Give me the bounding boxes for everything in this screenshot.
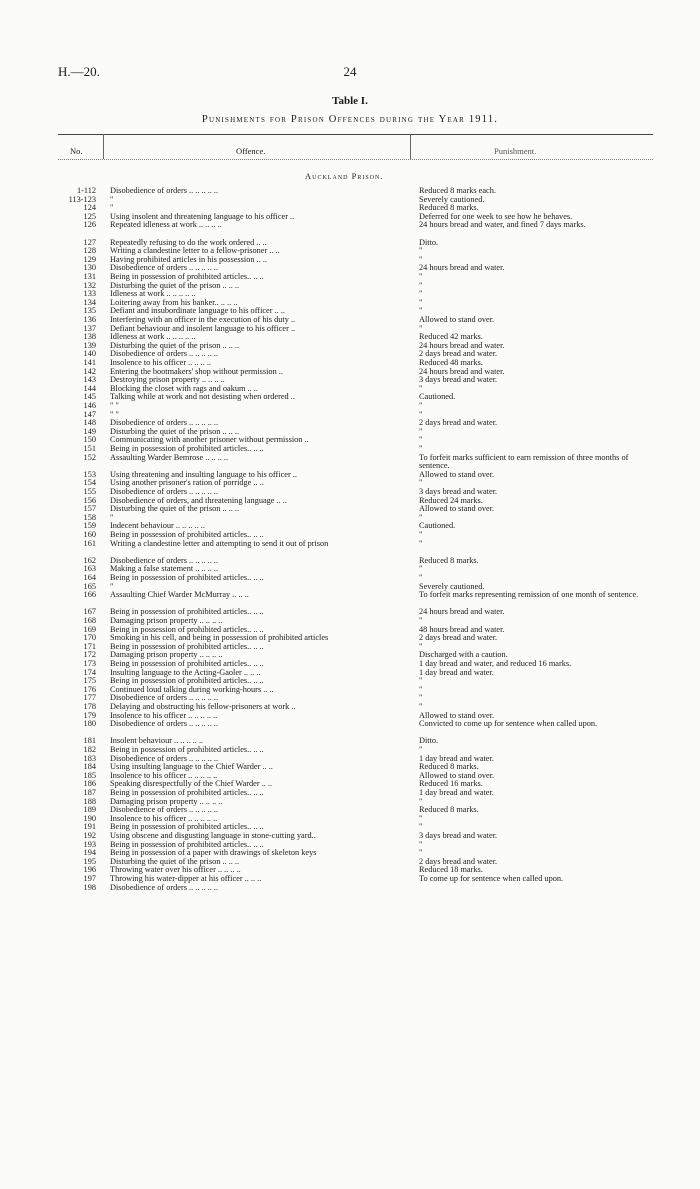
row-number: 133 bbox=[83, 289, 96, 299]
punishment-cell: " bbox=[419, 839, 423, 849]
row-number: 173 bbox=[83, 659, 96, 668]
offence-cell: Using insolent and threatening language to his officer .. bbox=[110, 211, 295, 221]
offence-cell: Disobedience of orders .. .. .. .. .. bbox=[110, 487, 219, 496]
offence-cell: Damaging prison property .. .. .. .. bbox=[110, 616, 223, 625]
punishment-cell: Cautioned. bbox=[419, 521, 456, 531]
punishment-cell: " bbox=[419, 426, 423, 436]
punishment-cell: Reduced 42 marks. bbox=[419, 332, 483, 342]
row-number: 124 bbox=[83, 203, 96, 213]
offence-cell: Speaking disrespectfully of the Chief Warder .. .. bbox=[110, 779, 273, 789]
row-number: 136 bbox=[83, 315, 96, 324]
row-number: 132 bbox=[83, 280, 96, 290]
punishment-cell: 24 hours bread and water. bbox=[419, 366, 505, 376]
row-number: 179 bbox=[83, 710, 96, 720]
offence-cell: Being in possession of prohibited articles.. .. .. bbox=[110, 822, 264, 832]
row-number: 141 bbox=[83, 358, 96, 367]
punishment-cell: To forfeit marks sufficient to earn remission of three months of sentence. bbox=[419, 452, 629, 471]
row-number: 177 bbox=[83, 693, 96, 703]
offence-cell: Disobedience of orders .. .. .. .. .. bbox=[110, 555, 219, 565]
row-number: 170 bbox=[83, 633, 96, 643]
offence-cell: Being in possession of prohibited articles.. .. .. bbox=[110, 607, 264, 617]
offence-cell: Disobedience of orders .. .. .. .. .. bbox=[110, 693, 219, 703]
offence-cell: Being in possession of prohibited articles.. .. .. bbox=[110, 530, 264, 539]
punishment-cell: Reduced 18 marks. bbox=[419, 865, 483, 875]
column-header-punishment: Punishment. bbox=[494, 146, 537, 156]
punishment-cell: " bbox=[419, 272, 423, 281]
punishment-cell: 24 hours bread and water, and fined 7 days marks. bbox=[419, 220, 586, 230]
offence-cell: Insolence to his officer .. .. .. .. .. bbox=[110, 813, 218, 823]
row-number: 157 bbox=[83, 504, 96, 514]
punishment-cell: To come up for sentence when called upon. bbox=[419, 874, 564, 883]
row-number: 149 bbox=[83, 426, 96, 436]
row-number: 129 bbox=[83, 254, 96, 264]
punishment-cell: " bbox=[419, 641, 423, 651]
row-number: 146 bbox=[83, 401, 96, 410]
row-number: 125 bbox=[83, 211, 96, 221]
offence-cell: Interfering with an officer in the execution of his duty .. bbox=[110, 315, 296, 324]
row-number: 166 bbox=[83, 590, 96, 600]
row-number: 158 bbox=[83, 512, 96, 522]
punishment-cell: " bbox=[419, 848, 423, 858]
column-header-no: No. bbox=[70, 146, 83, 156]
offence-cell: Being in possession of prohibited articles.. .. .. bbox=[110, 272, 264, 281]
offence-cell: Disobedience of orders .. .. .. .. .. bbox=[110, 719, 219, 729]
punishment-cell: 2 days bread and water. bbox=[419, 633, 498, 643]
row-number: 182 bbox=[83, 745, 96, 754]
offence-cell: Disturbing the quiet of the prison .. .. .. bbox=[110, 280, 240, 290]
offence-cell: Assaulting Chief Warder McMurray .. .. .. bbox=[110, 590, 249, 600]
section-heading: Auckland Prison. bbox=[305, 171, 384, 181]
row-number: 198 bbox=[83, 882, 96, 892]
offence-cell: Disobedience of orders, and threatening language .. .. bbox=[110, 495, 287, 505]
offence-cell: Communicating with another prisoner without permission .. bbox=[110, 435, 309, 445]
offence-cell: Disturbing the quiet of the prison .. .. .. bbox=[110, 340, 240, 350]
row-number: 192 bbox=[83, 831, 96, 840]
offence-cell: Disobedience of orders .. .. .. .. .. bbox=[110, 263, 219, 273]
row-number: 183 bbox=[83, 753, 96, 763]
row-number: 196 bbox=[83, 865, 96, 875]
offence-cell: Using obscene and disgusting language in stone-cutting yard.. bbox=[110, 831, 316, 840]
offence-cell: Disobedience of orders .. .. .. .. .. bbox=[110, 349, 219, 359]
offence-cell: Disobedience of orders .. .. .. .. .. bbox=[110, 882, 219, 892]
punishment-cell: " bbox=[419, 323, 423, 333]
punishment-cell: Reduced 48 marks. bbox=[419, 358, 483, 367]
punishment-cell: " bbox=[419, 254, 423, 264]
offence-cell: Being in possession of prohibited articles.. .. .. bbox=[110, 624, 264, 634]
punishment-cell: " bbox=[419, 297, 423, 307]
offence-cell: Defiant behaviour and insolent language to his officer .. bbox=[110, 323, 296, 333]
row-number: 142 bbox=[83, 366, 96, 376]
punishment-cell: 1 day bread and water. bbox=[419, 753, 494, 763]
offence-cell: " " bbox=[110, 409, 119, 419]
column-header-offence: Offence. bbox=[236, 146, 266, 156]
row-number: 127 bbox=[83, 237, 96, 247]
row-number: 134 bbox=[83, 297, 96, 307]
punishment-cell: " bbox=[419, 512, 423, 522]
offence-cell: Continued loud talking during working-hours .. .. bbox=[110, 684, 274, 694]
row-number: 181 bbox=[83, 736, 96, 746]
punishment-cell: 3 days bread and water. bbox=[419, 487, 498, 496]
offence-cell: " bbox=[110, 512, 114, 522]
punishment-cell: " bbox=[419, 280, 423, 290]
row-number: 151 bbox=[83, 444, 96, 453]
offence-cell: Indecent behaviour .. .. .. .. .. bbox=[110, 521, 205, 531]
row-number: 128 bbox=[83, 246, 96, 256]
punishment-cell: " bbox=[419, 702, 423, 711]
offence-cell: Disobedience of orders .. .. .. .. .. bbox=[110, 418, 219, 428]
row-number: 193 bbox=[83, 839, 96, 849]
row-number: 113-123 bbox=[68, 194, 96, 204]
offence-cell: Being in possession of prohibited articles.. .. .. bbox=[110, 641, 264, 651]
punishment-cell: 2 days bread and water. bbox=[419, 418, 498, 428]
row-number: 148 bbox=[83, 418, 96, 428]
punishment-cell: Reduced 24 marks. bbox=[419, 495, 483, 505]
punishment-cell: Reduced 8 marks. bbox=[419, 805, 479, 815]
punishment-cell: 48 hours bread and water. bbox=[419, 624, 505, 634]
punishment-cell: " bbox=[419, 306, 423, 316]
punishment-cell: " bbox=[419, 822, 423, 832]
punishment-cell: 2 days bread and water. bbox=[419, 349, 498, 359]
row-number: 130 bbox=[83, 263, 96, 273]
row-number: 185 bbox=[83, 770, 96, 780]
offence-cell: Using threatening and insulting language to his officer .. bbox=[110, 469, 297, 479]
offence-cell: Idleness at work .. .. .. .. .. bbox=[110, 289, 196, 299]
punishment-cell: 1 day bread and water. bbox=[419, 788, 494, 797]
offence-cell: Disturbing the quiet of the prison .. .. .. bbox=[110, 856, 240, 866]
offence-cell: Delaying and obstructing his fellow-prisoners at work .. bbox=[110, 702, 296, 711]
row-number: 139 bbox=[83, 340, 96, 350]
offence-cell: " bbox=[110, 203, 114, 213]
offence-cell: " " bbox=[110, 401, 119, 410]
punishment-cell: Reduced 16 marks. bbox=[419, 779, 483, 789]
punishment-cell: To forfeit marks representing remission of one month of sentence. bbox=[419, 590, 639, 600]
offence-cell: Being in possession of prohibited articles.. .. .. bbox=[110, 788, 264, 797]
row-number: 156 bbox=[83, 495, 96, 505]
punishment-cell: 3 days bread and water. bbox=[419, 831, 498, 840]
row-number: 180 bbox=[83, 719, 96, 729]
punishment-cell: Deferred for one week to see how he behaves. bbox=[419, 211, 573, 221]
row-number: 138 bbox=[83, 332, 96, 342]
table-subtitle: Punishments for Prison Offences during the Year 1911. bbox=[201, 114, 499, 125]
offence-cell: Destroying prison property .. .. .. .. bbox=[110, 375, 225, 385]
row-number: 190 bbox=[83, 813, 96, 823]
punishment-cell: " bbox=[419, 573, 423, 582]
punishment-cell: Convicted to come up for sentence when called upon. bbox=[419, 719, 598, 729]
punishment-cell: " bbox=[419, 289, 423, 299]
row-number: 184 bbox=[83, 762, 96, 772]
offence-cell: Damaging prison property .. .. .. .. bbox=[110, 796, 223, 806]
offence-cell: Having prohibited articles in his possession .. .. bbox=[110, 254, 267, 264]
offence-cell: Insolence to his officer .. .. .. .. .. bbox=[110, 770, 218, 780]
row-number: 174 bbox=[83, 667, 96, 677]
offence-cell: Disobedience of orders .. .. .. .. .. bbox=[110, 805, 219, 815]
offence-cell: Insolence to his officer .. .. .. .. .. bbox=[110, 710, 218, 720]
punishment-cell: 3 days bread and water. bbox=[419, 375, 498, 385]
punishment-cell: Severely cautioned. bbox=[419, 194, 485, 204]
offence-cell: Being in possession of prohibited articles.. .. .. bbox=[110, 659, 264, 668]
punishment-cell: " bbox=[419, 564, 423, 574]
punishment-cell: " bbox=[419, 616, 423, 625]
offence-cell: Smoking in his cell, and being in possession of prohibited articles bbox=[110, 633, 329, 643]
row-number: 171 bbox=[83, 641, 96, 651]
offence-cell: Disobedience of orders .. .. .. .. .. bbox=[110, 186, 219, 195]
offence-cell: Being in possession of prohibited articles.. .. .. bbox=[110, 676, 264, 686]
offence-cell: Repeatedly refusing to do the work ordered .. .. bbox=[110, 237, 267, 247]
punishment-cell: 24 hours bread and water. bbox=[419, 607, 505, 617]
offence-cell: Writing a clandestine letter and attempting to send it out of prison bbox=[110, 538, 329, 548]
row-number: 197 bbox=[83, 874, 96, 883]
offence-cell: Using another prisoner's ration of porridge .. .. bbox=[110, 478, 264, 488]
offence-cell: Being in possession of prohibited articles.. .. .. bbox=[110, 444, 264, 453]
row-number: 164 bbox=[83, 573, 96, 582]
offence-cell: Insulting language to the Acting-Gaoler .. .. .. bbox=[110, 667, 261, 677]
punishment-cell: Allowed to stand over. bbox=[419, 469, 495, 479]
punishment-cell: Allowed to stand over. bbox=[419, 770, 495, 780]
page-number: 24 bbox=[343, 64, 357, 79]
punishment-cell: 1 day bread and water, and reduced 16 marks. bbox=[419, 659, 572, 668]
offence-cell: Writing a clandestine letter to a fellow-prisoner .. .. bbox=[110, 246, 280, 256]
row-number: 186 bbox=[83, 779, 96, 789]
offence-cell: Being in possession of prohibited articles.. .. .. bbox=[110, 839, 264, 849]
offence-cell: Making a false statement .. .. .. .. bbox=[110, 564, 219, 574]
offence-cell: Idleness at work .. .. .. .. .. bbox=[110, 332, 196, 342]
punishment-cell: " bbox=[419, 813, 423, 823]
row-number: 191 bbox=[83, 822, 96, 832]
row-number: 188 bbox=[83, 796, 96, 806]
row-number: 187 bbox=[83, 788, 96, 797]
punishment-cell: " bbox=[419, 530, 423, 539]
offence-cell: Being in possession of prohibited articles.. .. .. bbox=[110, 573, 264, 582]
punishment-cell: " bbox=[419, 409, 423, 419]
row-number: 131 bbox=[83, 272, 96, 281]
offence-cell: Being in possession of prohibited articles.. .. .. bbox=[110, 745, 264, 754]
punishment-cell: " bbox=[419, 538, 423, 548]
row-number: 195 bbox=[83, 856, 96, 866]
punishment-cell: " bbox=[419, 684, 423, 694]
punishment-cell: Allowed to stand over. bbox=[419, 710, 495, 720]
offence-cell: Insolence to his officer .. .. .. .. bbox=[110, 358, 211, 367]
row-number: 153 bbox=[83, 469, 96, 479]
row-number: 137 bbox=[83, 323, 96, 333]
punishment-cell: " bbox=[419, 383, 423, 393]
row-number: 168 bbox=[83, 616, 96, 625]
punishment-cell: Allowed to stand over. bbox=[419, 315, 495, 324]
offence-cell: Talking while at work and not desisting when ordered .. bbox=[110, 392, 295, 402]
row-number: 1-112 bbox=[76, 186, 96, 195]
row-number: 176 bbox=[83, 684, 96, 694]
row-number: 175 bbox=[83, 676, 96, 686]
punishment-cell: " bbox=[419, 676, 423, 686]
row-number: 150 bbox=[83, 435, 96, 445]
offence-cell: " bbox=[110, 194, 114, 204]
punishment-cell: " bbox=[419, 435, 423, 445]
row-number: 144 bbox=[83, 383, 96, 393]
row-number: 162 bbox=[83, 555, 96, 565]
punishment-cell: Allowed to stand over. bbox=[419, 504, 495, 514]
row-number: 169 bbox=[83, 624, 96, 634]
row-number: 172 bbox=[83, 650, 96, 660]
punishment-cell: 24 hours bread and water. bbox=[419, 263, 505, 273]
report-code: H.—20. bbox=[58, 64, 100, 79]
offence-cell: Disturbing the quiet of the prison .. .. .. bbox=[110, 504, 240, 514]
offence-cell: Loitering away from his banker.. .. .. .. bbox=[110, 297, 238, 307]
punishment-cell: Reduced 8 marks. bbox=[419, 203, 479, 213]
offence-cell: Throwing his water-dipper at his officer .. .. .. bbox=[110, 874, 262, 883]
punishment-cell: Reduced 8 marks. bbox=[419, 762, 479, 772]
row-number: 194 bbox=[83, 848, 96, 858]
punishment-cell: " bbox=[419, 444, 423, 453]
row-number: 126 bbox=[83, 220, 96, 230]
offence-cell: Damaging prison property .. .. .. .. bbox=[110, 650, 223, 660]
row-number: 161 bbox=[83, 538, 96, 548]
row-number: 165 bbox=[83, 581, 96, 591]
punishment-cell: Cautioned. bbox=[419, 392, 456, 402]
row-number: 163 bbox=[83, 564, 96, 574]
punishment-cell: 2 days bread and water. bbox=[419, 856, 498, 866]
punishment-cell: Reduced 8 marks each. bbox=[419, 186, 496, 195]
offence-cell: Insolent behaviour .. .. .. .. .. bbox=[110, 736, 204, 746]
punishment-cell: " bbox=[419, 693, 423, 703]
offence-cell: Assaulting Warder Bemrose .. .. .. .. bbox=[110, 452, 229, 462]
offence-cell: Throwing water over his officer .. .. .. .. bbox=[110, 865, 241, 875]
punishment-cell: Reduced 8 marks. bbox=[419, 555, 479, 565]
offence-cell: Disturbing the quiet of the prison .. .. .. bbox=[110, 426, 240, 436]
punishment-cell: Ditto. bbox=[419, 237, 439, 247]
offence-cell: Entering the bootmakers' shop without permission .. bbox=[110, 366, 283, 376]
row-number: 143 bbox=[83, 375, 96, 385]
punishment-cell: " bbox=[419, 478, 423, 488]
offence-cell: Disobedience of orders .. .. .. .. .. bbox=[110, 753, 219, 763]
row-number: 152 bbox=[83, 452, 96, 462]
row-number: 189 bbox=[83, 805, 96, 815]
row-number: 135 bbox=[83, 306, 96, 316]
punishment-cell: " bbox=[419, 401, 423, 410]
punishment-cell: Severely cautioned. bbox=[419, 581, 485, 591]
row-number: 155 bbox=[83, 487, 96, 496]
punishment-cell: " bbox=[419, 796, 423, 806]
punishment-cell: " bbox=[419, 246, 423, 256]
row-number: 147 bbox=[83, 409, 96, 419]
row-number: 159 bbox=[83, 521, 96, 531]
punishment-cell: " bbox=[419, 745, 423, 754]
punishment-cell: 24 hours bread and water. bbox=[419, 340, 505, 350]
row-number: 140 bbox=[83, 349, 96, 359]
offence-cell: Defiant and insubordinate language to his officer .. .. bbox=[110, 306, 285, 316]
punishment-cell: Ditto. bbox=[419, 736, 439, 746]
offence-cell: Using insulting language to the Chief Warder .. .. bbox=[110, 762, 273, 772]
row-number: 167 bbox=[83, 607, 96, 617]
offence-cell: Being in possession of a paper with drawings of skeleton keys bbox=[110, 848, 317, 858]
table-title: Table I. bbox=[332, 95, 368, 107]
row-number: 145 bbox=[83, 392, 96, 402]
offence-cell: Blocking the closet with rags and oakum .. .. bbox=[110, 383, 258, 393]
row-number: 178 bbox=[83, 702, 96, 711]
offence-cell: " bbox=[110, 581, 114, 591]
offence-cell: Repeated idleness at work .. .. .. .. bbox=[110, 220, 222, 230]
punishment-cell: 1 day bread and water. bbox=[419, 667, 494, 677]
punishment-cell: Discharged with a caution. bbox=[419, 650, 508, 660]
row-number: 154 bbox=[83, 478, 96, 488]
row-number: 160 bbox=[83, 530, 96, 539]
